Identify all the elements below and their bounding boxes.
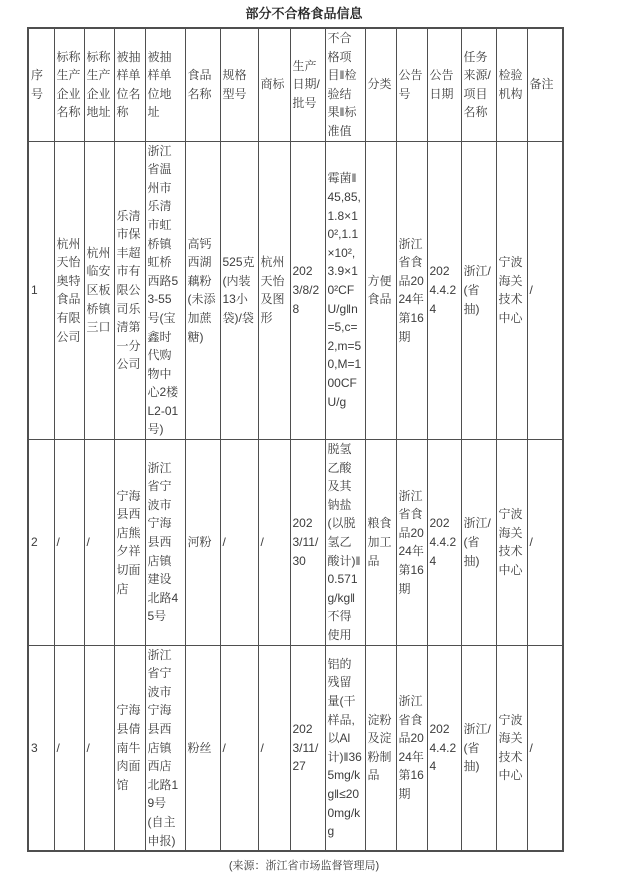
table-cell: 浙江/(省抽) (461, 141, 496, 440)
table-head (28, 28, 563, 141)
column-header: 检验机构 (496, 28, 527, 141)
table-row (28, 645, 563, 851)
table-cell: 淀粉及淀粉制品 (365, 645, 396, 851)
table-cell: 脱氢乙酸及其钠盐(以脱氢乙酸计)‖0.571g/kg‖不得使用 (325, 440, 365, 646)
column-header: 序号 (28, 28, 54, 141)
column-header: 分类 (365, 28, 396, 141)
table-cell: 浙江省宁波市宁海县西店镇西店北路19号 (自主申报) (145, 645, 185, 851)
table-cell: 525克(内装13小袋)/袋 (220, 141, 258, 440)
table-cell: 方便食品 (365, 141, 396, 440)
table-cell: 浙江/(省抽) (461, 440, 496, 646)
table-cell: 霉菌‖45,85,1.8×10²,1.1×10²,3.9×10²CFU/g‖n=5,c=2,m=50,M=100CFU/g (325, 141, 365, 440)
table-cell: / (84, 440, 114, 646)
table-cell: 宁海县倩南牛肉面馆 (114, 645, 145, 851)
column-header: 公告号 (396, 28, 427, 141)
table-cell: 高钙西湖藕粉(未添加蔗糖) (185, 141, 220, 440)
table-cell: 2023/8/28 (290, 141, 325, 440)
table-cell: 浙江省宁波市宁海县西店镇建设北路45号 (145, 440, 185, 646)
page-title: 部分不合格食品信息 (245, 6, 363, 21)
table-cell: 宁波海关技术中心 (496, 440, 527, 646)
table-cell: / (258, 440, 290, 646)
header-row (28, 28, 563, 141)
table-cell: 宁波海关技术中心 (496, 141, 527, 440)
table-cell: 1 (28, 141, 54, 440)
table-cell: 铝的残留量(干样品,以Al计)‖365mg/kg‖≤200mg/kg (325, 645, 365, 851)
column-header: 不合格项目‖检验结果‖标准值 (325, 28, 365, 141)
table-cell: 浙江省食品2024年第16期 (396, 141, 427, 440)
column-header: 标称生产企业地址 (84, 28, 114, 141)
table-cell: 3 (28, 645, 54, 851)
table-cell: / (220, 440, 258, 646)
table-cell: / (527, 440, 563, 646)
table-cell: / (527, 141, 563, 440)
table-cell: 杭州天怡奥特食品有限公司 (54, 141, 84, 440)
column-header: 标称生产企业名称 (54, 28, 84, 141)
table-row (28, 141, 563, 440)
table-cell: 浙江省食品2024年第16期 (396, 440, 427, 646)
table-cell: 宁海县西店熊夕祥切面店 (114, 440, 145, 646)
table-cell: / (54, 440, 84, 646)
table-cell: 2024.4.24 (427, 645, 461, 851)
table-cell: 2024.4.24 (427, 440, 461, 646)
table-cell: 2 (28, 440, 54, 646)
food-info-table (27, 27, 564, 852)
table-cell: / (54, 645, 84, 851)
table-row (28, 440, 563, 646)
table-cell: / (258, 645, 290, 851)
column-header: 任务来源/项目名称 (461, 28, 496, 141)
table-cell: 宁波海关技术中心 (496, 645, 527, 851)
column-header: 公告日期 (427, 28, 461, 141)
column-header: 食品名称 (185, 28, 220, 141)
table-cell: / (84, 645, 114, 851)
table-cell: 2023/11/27 (290, 645, 325, 851)
table-cell: 2023/11/30 (290, 440, 325, 646)
column-header: 备注 (527, 28, 563, 141)
column-header: 规格型号 (220, 28, 258, 141)
table-cell: 乐清市保丰超市有限公司乐清第一分公司 (114, 141, 145, 440)
column-header: 商标 (258, 28, 290, 141)
table-cell: 粮食加工品 (365, 440, 396, 646)
table-cell: 河粉 (185, 440, 220, 646)
column-header: 被抽样单位名称 (114, 28, 145, 141)
table-cell: 浙江/(省抽) (461, 645, 496, 851)
column-header: 生产日期/批号 (290, 28, 325, 141)
table-cell: 浙江省食品2024年第16期 (396, 645, 427, 851)
table-body (28, 141, 563, 851)
source-note: (来源：浙江省市场监督管理局) (228, 860, 380, 873)
table-cell: 粉丝 (185, 645, 220, 851)
column-header: 被抽样单位地址 (145, 28, 185, 141)
table-cell: 2024.4.24 (427, 141, 461, 440)
table-cell: / (527, 645, 563, 851)
table-cell: 杭州临安区板桥镇三口 (84, 141, 114, 440)
table-cell: 浙江省温州市乐清市虹桥镇虹桥西路53-55号(宝鑫时代购物中心2楼L2-01号) (145, 141, 185, 440)
table-cell: / (220, 645, 258, 851)
table-cell: 杭州天怡及图形 (258, 141, 290, 440)
